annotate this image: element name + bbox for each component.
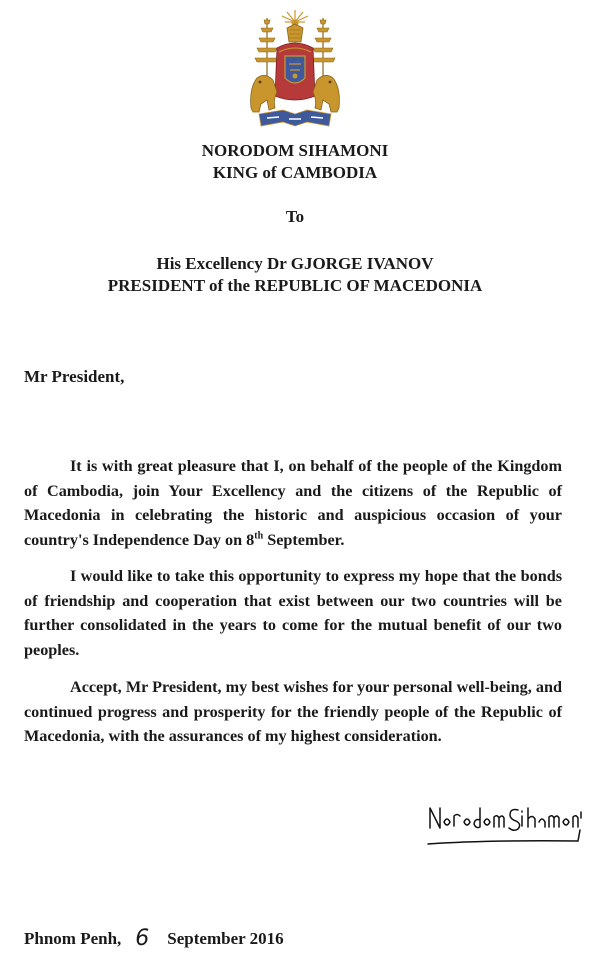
closing-day: 6	[135, 926, 150, 951]
paragraph-3-text: Accept, Mr President, my best wishes for your personal well-being, and continued progress and prosperity for the friendly people of the Republic of Macedonia, with the assurances of my highest consideration.	[24, 678, 562, 745]
salutation: Mr President,	[24, 367, 125, 386]
recipient-name: His Excellency Dr GJORGE IVANOV	[156, 254, 434, 273]
recipient-title: PRESIDENT of the REPUBLIC OF MACEDONIA	[107, 276, 483, 295]
paragraph-2	[24, 564, 562, 662]
handwritten-signature-icon	[424, 800, 584, 852]
royal-arms-of-cambodia-icon	[243, 8, 347, 132]
sender-title: KING of CAMBODIA	[212, 163, 378, 182]
paragraph-1-text: It is with great pleasure that I, on behalf of the people of the Kingdom of Cambodia, join Your Excellency and the citizens of the Republic of Macedonia in celebrating the historic and auspicious occasion of your country's Independence Day on 8	[24, 457, 562, 549]
paragraph-1	[24, 454, 562, 552]
paragraph-2-text: I would like to take this opportunity to express my hope that the bonds of friendship and cooperation that exist between our two countries will be further consolidated in the years to come for the mutual benefit of our two peoples.	[24, 567, 562, 659]
closing-place: Phnom Penh,	[24, 929, 122, 948]
address-to: To	[285, 207, 305, 226]
paragraph-3	[24, 675, 562, 749]
paragraph-1-superscript: th	[254, 530, 264, 542]
date-line	[24, 928, 284, 949]
closing-month-year: September 2016	[167, 929, 284, 948]
sender-name: NORODOM SIHAMONI	[201, 141, 389, 160]
paragraph-1-tail: September.	[263, 530, 345, 549]
